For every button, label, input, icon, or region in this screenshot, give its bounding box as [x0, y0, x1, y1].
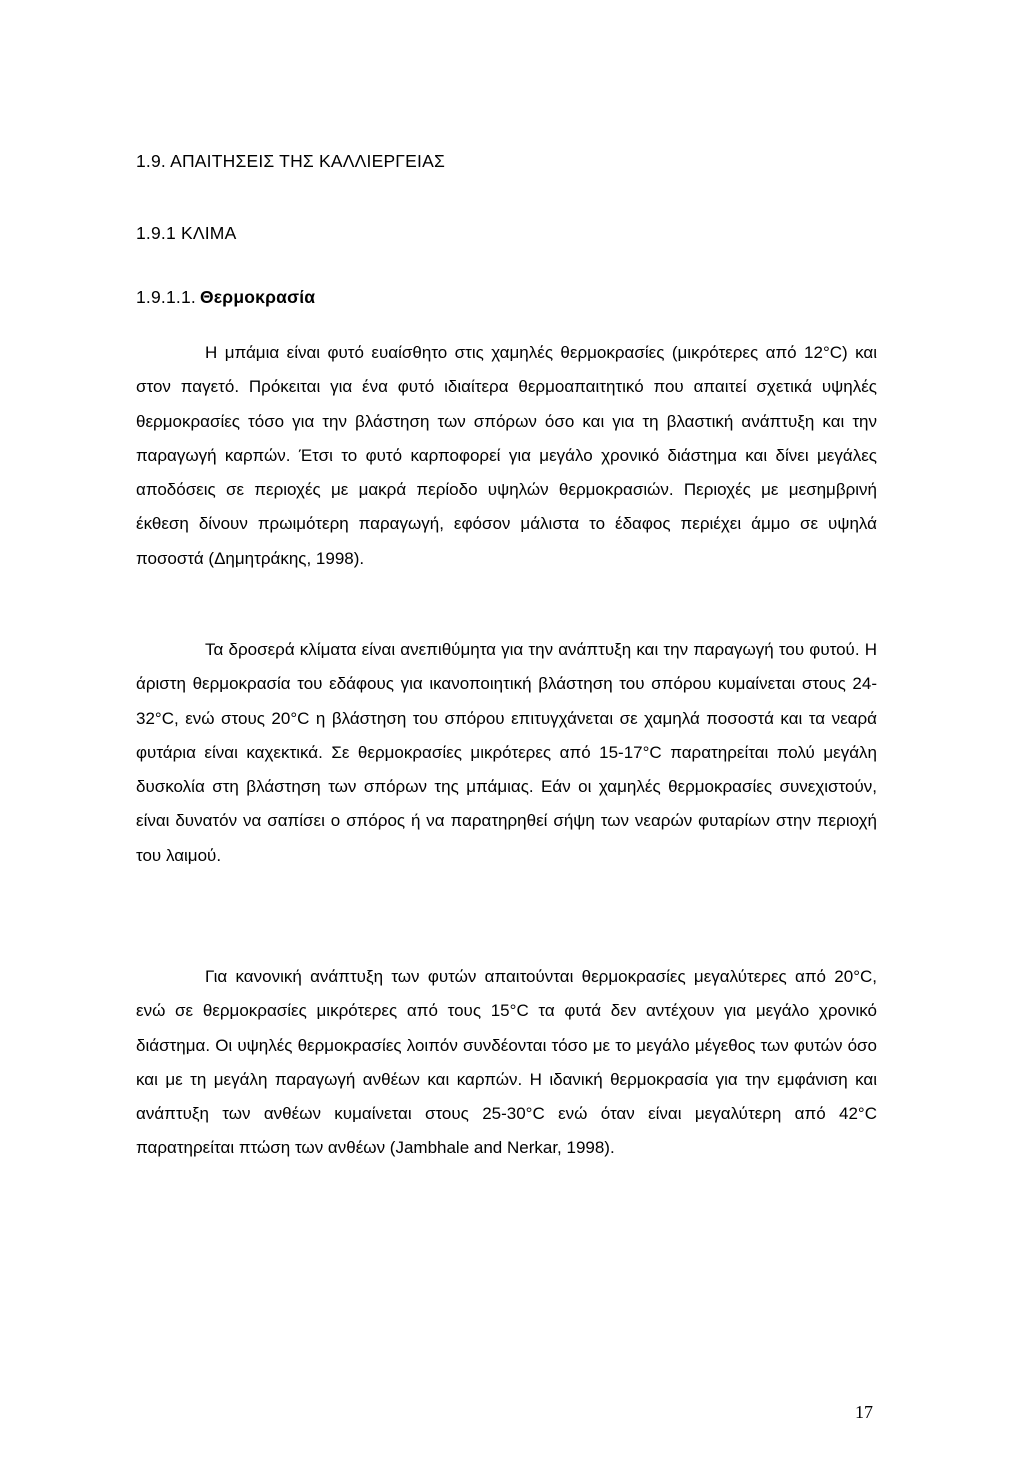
body-paragraph-block-1: [136, 336, 877, 576]
subsubsection-heading: [136, 287, 315, 308]
page-number: 17: [855, 1402, 873, 1422]
subsubsection-title: Θερμοκρασία: [199, 287, 316, 307]
subsubsection-number: 1.9.1.1.: [136, 287, 196, 307]
section-heading: 1.9. ΑΠΑΙΤΗΣΕΙΣ ΤΗΣ ΚΑΛΛΙΕΡΓΕΙΑΣ: [136, 151, 445, 171]
paragraph: Η μπάμια είναι φυτό ευαίσθητο στις χαμηλές θερμοκρασίες (μικρότερες από 12°C) και στον παγετό. Πρόκειται για ένα φυτό ιδιαίτερα θερμοαπαιτητικό που απαιτεί σχετικά υψηλές θερμοκρασίες τόσο για την βλάστηση των σπόρων όσο και για τη βλαστική ανάπτυξη και την παραγωγή καρπών. Έτσι το φυτό καρποφορεί για μεγάλο χρονικό διάστημα και δίνει μεγάλες αποδόσεις σε περιοχές με μακρά περίοδο υψηλών θερμοκρασιών. Περιοχές με μεσημβρινή έκθεση δίνουν πρωιμότερη παραγωγή, εφόσον μάλιστα το έδαφος περιέχει άμμο σε υψηλά ποσοστά (Δημητράκης, 1998).: [136, 343, 877, 568]
body-paragraph-block-3: [136, 960, 877, 1166]
paragraph: Για κανονική ανάπτυξη των φυτών απαιτούνται θερμοκρασίες μεγαλύτερες από 20°C, ενώ σε θερμοκρασίες μικρότερες από τους 15°C τα φυτά δεν αντέχουν για μεγάλο χρονικό διάστημα. Οι υψηλές θερμοκρασίες λοιπόν συνδέονται τόσο με το μεγάλο μέγεθος των φυτών όσο και με τη μεγάλη παραγωγή ανθέων και καρπών. Η ιδανική θερμοκρασία για την εμφάνιση και ανάπτυξη των ανθέων κυμαίνεται στους 25-30°C ενώ όταν είναι μεγαλύτερη από 42°C παρατηρείται πτώση των ανθέων (Jambhale and Nerkar, 1998).: [136, 967, 877, 1158]
paragraph: Τα δροσερά κλίματα είναι ανεπιθύμητα για την ανάπτυξη και την παραγωγή του φυτού. Η άριστη θερμοκρασία του εδάφους για ικανοποιητική βλάστηση του σπόρου κυμαίνεται στους 24-32°C, ενώ στους 20°C η βλάστηση του σπόρου επιτυγχάνεται σε χαμηλά ποσοστά και τα νεαρά φυτάρια είναι καχεκτικά. Σε θερμοκρασίες μικρότερες από 15-17°C παρατηρείται πολύ μεγάλη δυσκολία στη βλάστηση των σπόρων της μπάμιας. Εάν οι χαμηλές θερμοκρασίες συνεχιστούν, είναι δυνατόν να σαπίσει ο σπόρος ή να παρατηρηθεί σήψη των νεαρών φυταρίων στην περιοχή του λαιμού.: [136, 640, 877, 865]
body-paragraph-block-2: [136, 633, 877, 873]
subsection-heading: 1.9.1 ΚΛΙΜΑ: [136, 223, 237, 243]
